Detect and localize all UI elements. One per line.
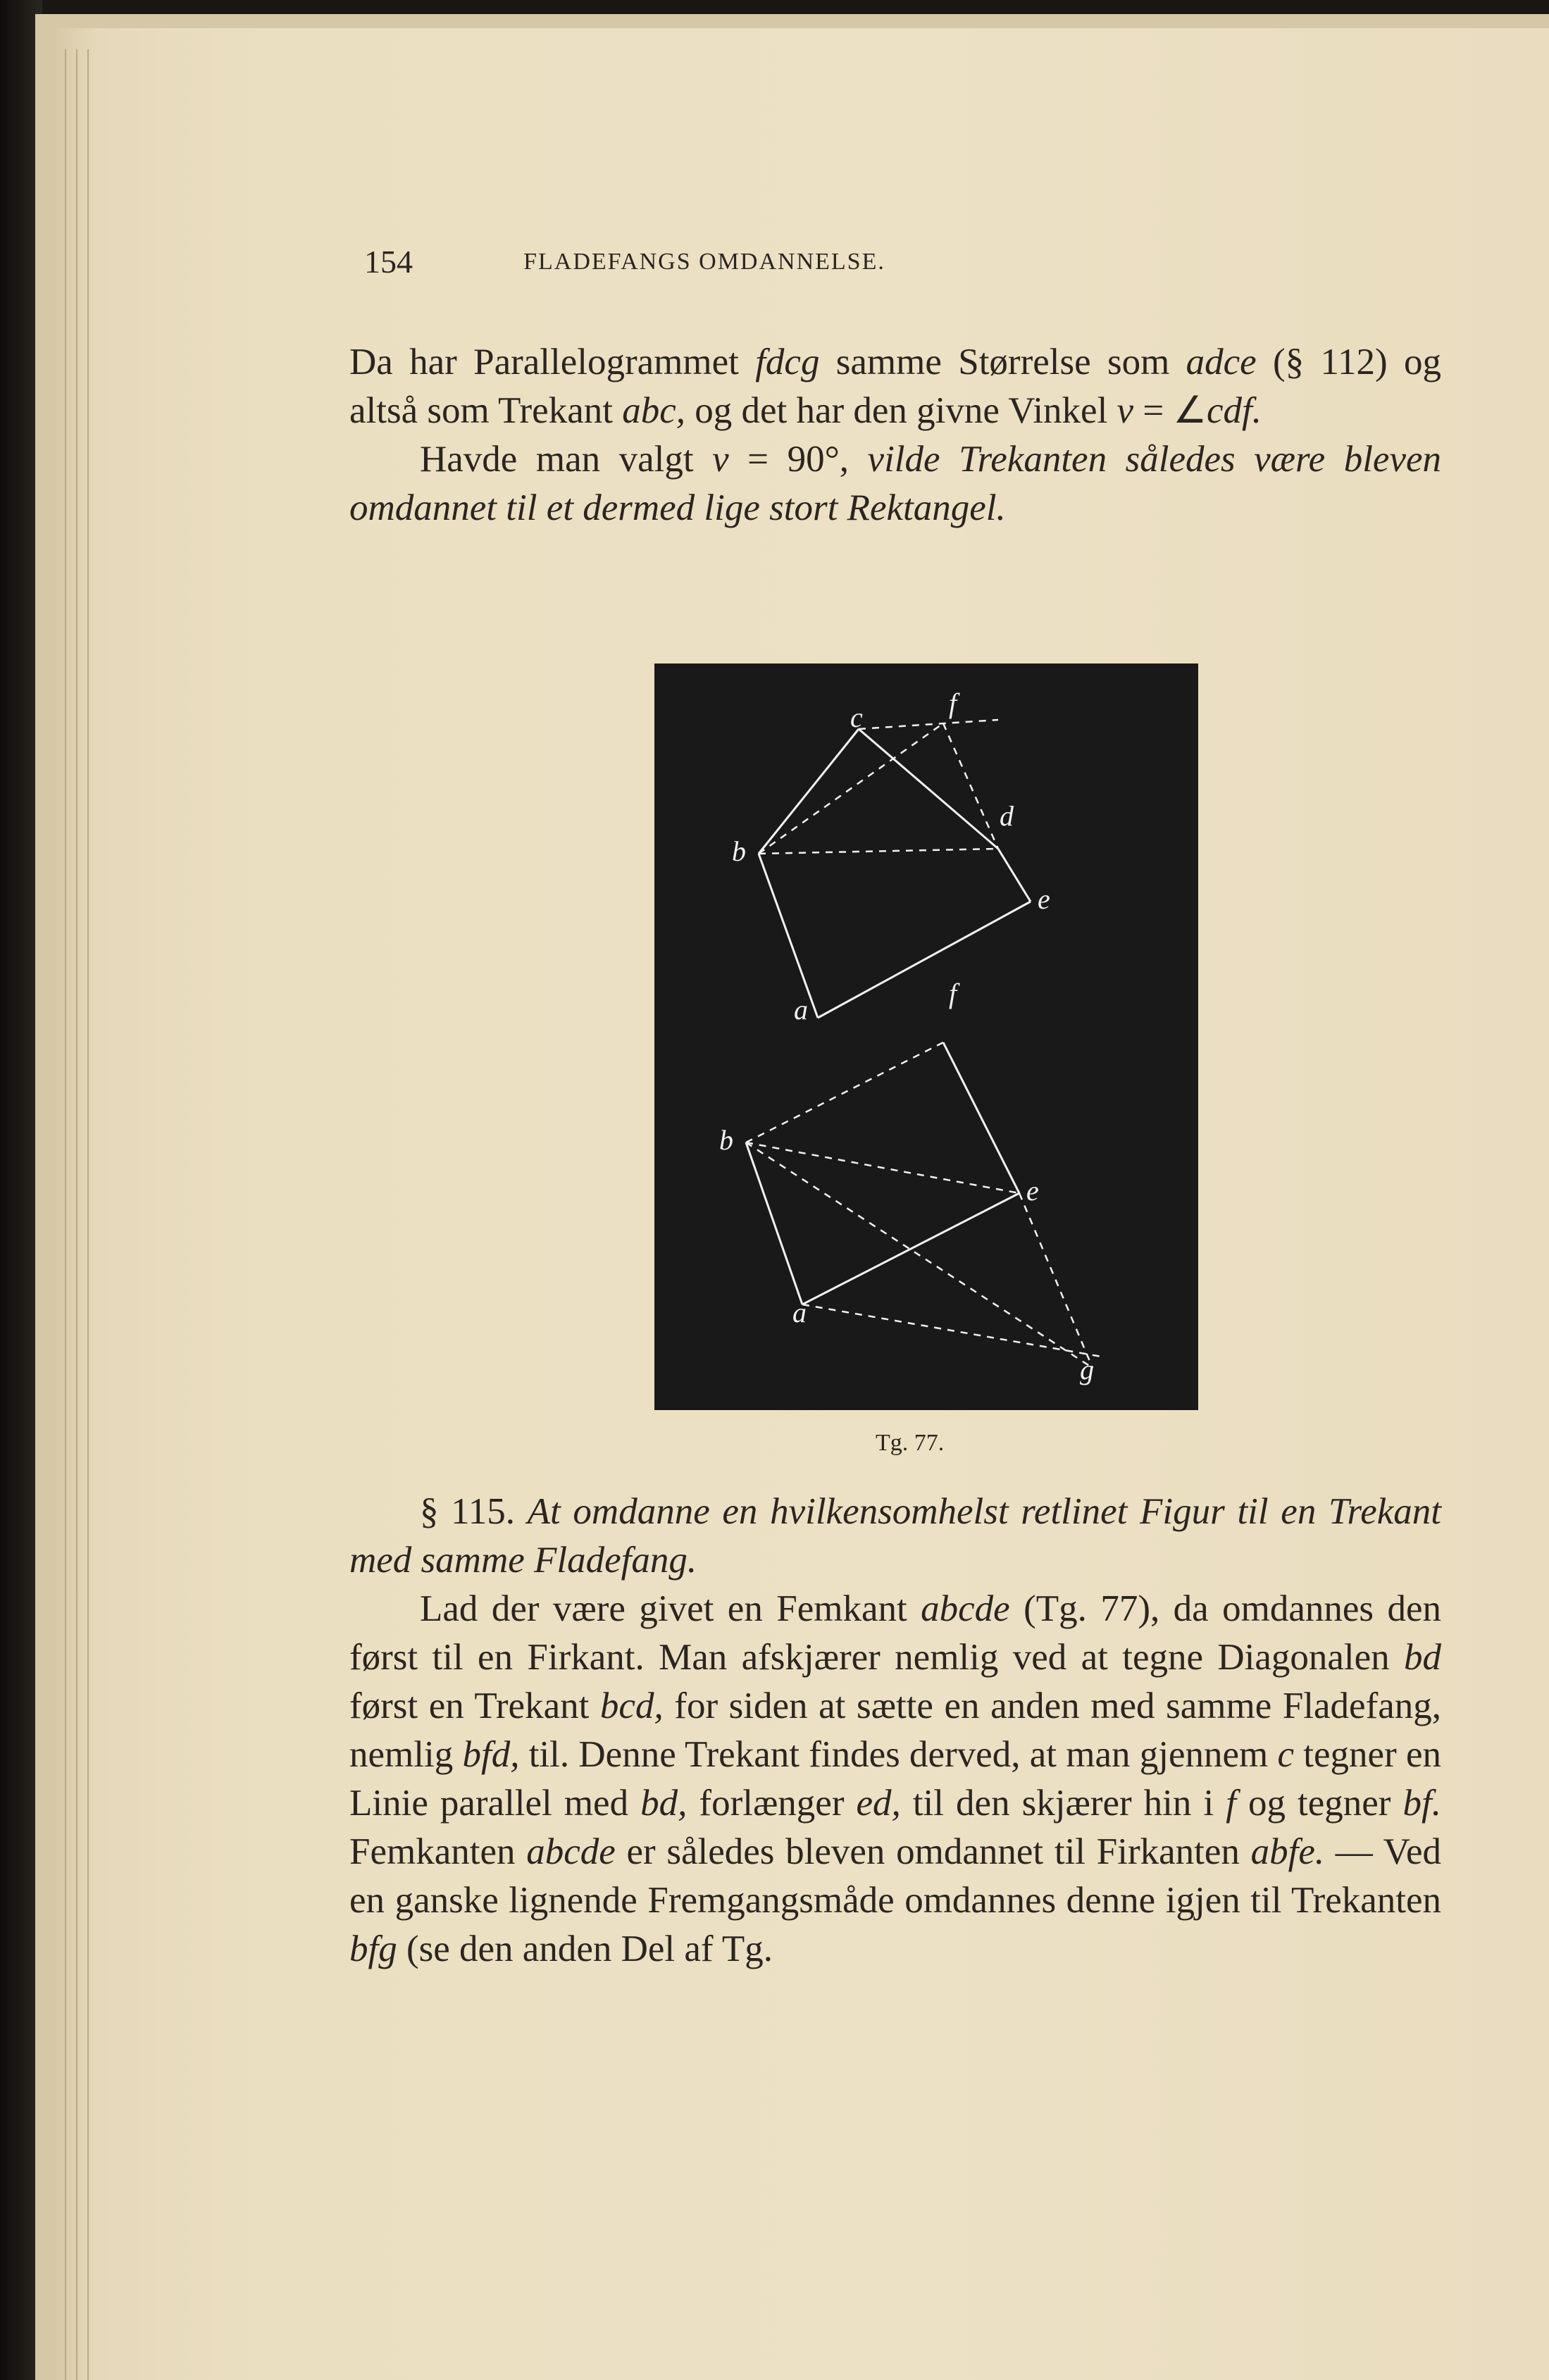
line-fe-bottom: [943, 1042, 1019, 1193]
paragraph-4-run: c: [1277, 1734, 1295, 1775]
paragraph-1-run: (§ 112) og altså som Trekant: [349, 342, 1442, 431]
paragraph-4-run: bf.: [1402, 1783, 1441, 1824]
label-g-bottom: g: [1080, 1354, 1094, 1385]
page-number: 154: [364, 244, 413, 280]
line-cf-dashed: [859, 720, 998, 729]
paragraph-4-run: ed,: [856, 1783, 901, 1824]
line-ae: [818, 902, 1031, 1018]
paragraph-4-run: tegner en Linie parallel med: [349, 1734, 1441, 1824]
paragraph-3-run: At omdanne en hvilkensomhelst retlinet Figur til en Trekant med samme Fladefang.: [349, 1491, 1441, 1581]
label-b-top: b: [732, 835, 746, 867]
line-bc: [759, 729, 859, 854]
paragraph-4-run: Lad der være givet en Femkant: [420, 1588, 921, 1629]
label-f-top: f: [949, 687, 957, 719]
paragraph-1-run: adce: [1186, 342, 1257, 382]
line-eg-bottom: [1019, 1193, 1093, 1368]
paragraph-1-run: = ∠: [1133, 390, 1207, 431]
line-ae-bottom: [802, 1193, 1019, 1304]
paragraph-4-run: til. Denne Trekant findes derved, at man gjennem: [519, 1734, 1278, 1775]
paragraph-2-run: vilde Trekanten således være bleven omdannet til et dermed lige stort Rektangel.: [349, 439, 1442, 528]
label-a-top: a: [794, 994, 808, 1026]
line-bf-dashed: [759, 723, 943, 854]
label-c-top: c: [850, 702, 863, 733]
paragraph-1-run: Da har Parallelogrammet: [349, 342, 756, 382]
paragraph-4: [349, 1585, 1441, 1974]
label-f-bottom: f: [949, 978, 957, 1009]
label-e-bottom: e: [1026, 1175, 1039, 1207]
section-115-heading: [349, 1488, 1441, 1585]
paragraph-4-run: først en Trekant: [349, 1686, 600, 1726]
paragraph-2: [349, 435, 1441, 532]
label-d-top: d: [1000, 800, 1014, 832]
paragraph-2-run: v: [712, 439, 729, 480]
geometry-diagram: [654, 663, 1198, 1410]
page-edge: [87, 49, 89, 2380]
paragraph-4-run: abcde: [526, 1831, 616, 1872]
paragraph-4-run: til den skjærer hin i: [900, 1783, 1226, 1824]
label-b-bottom: b: [719, 1124, 733, 1156]
paragraph-4-run: bcd,: [599, 1686, 664, 1726]
paragraph-1-run: abc,: [622, 390, 685, 431]
line-bd-dashed: [759, 849, 998, 854]
paragraph-4-run: forlænger: [687, 1783, 857, 1824]
paragraph-4-run: f: [1226, 1783, 1236, 1824]
line-ag-bottom: [802, 1304, 1105, 1357]
line-ba: [759, 854, 818, 1018]
page-edge: [76, 49, 77, 2380]
line-bg-bottom: [746, 1142, 1093, 1368]
paragraph-4-run: (Tg. 77), da omdannes den først til en Firkant. Man afskjærer nemlig ved at tegne Diagonalen: [349, 1588, 1441, 1678]
running-title: FLADEFANGS OMDANNELSE.: [523, 249, 885, 275]
paragraph-4-run: bfg: [349, 1929, 397, 1969]
label-e-top: e: [1038, 883, 1050, 915]
text-block-top: [349, 338, 1441, 532]
line-cd: [859, 729, 998, 849]
figure-caption: Tg. 77.: [876, 1430, 945, 1456]
paragraph-4-run: bd: [1404, 1637, 1441, 1678]
paragraph-2-run: = 90°,: [728, 439, 868, 480]
paragraph-4-run: bfd,: [462, 1734, 520, 1775]
page-header: [56, 243, 1549, 285]
line-fd-dashed: [943, 723, 998, 849]
page-edge: [65, 49, 66, 2380]
paragraph-1-run: cdf.: [1206, 390, 1262, 431]
paragraph-4-run: abcde: [921, 1588, 1010, 1629]
label-a-bottom: a: [792, 1297, 807, 1328]
paragraph-1-run: fdcg: [755, 342, 820, 382]
paragraph-1-run: samme Størrelse som: [819, 342, 1186, 382]
paragraph-4-run: — Ved en ganske lignende Fremgangsmåde omdannes denne igjen til Trekanten: [349, 1831, 1441, 1921]
line-ba-bottom: [746, 1142, 802, 1304]
paragraph-4-run: (se den anden Del af Tg.: [397, 1929, 773, 1969]
line-bf-bottom: [746, 1042, 943, 1142]
paragraph-4-run: er således bleven omdannet til Firkanten: [615, 1831, 1251, 1872]
paragraph-2-run: Havde man valgt: [420, 439, 713, 480]
paragraph-1: [349, 338, 1441, 435]
figure-77: [654, 663, 1198, 1410]
page: [56, 28, 1549, 2380]
paragraph-4-run: bd,: [640, 1783, 688, 1824]
paragraph-4-run: for siden at sætte en anden med samme Fladefang, nemlig: [349, 1686, 1441, 1775]
paragraph-1-run: v: [1116, 390, 1134, 431]
paragraph-3-run: § 115.: [420, 1491, 528, 1532]
paragraph-1-run: og det har den givne Vinkel: [685, 390, 1117, 431]
line-be-bottom: [746, 1142, 1019, 1193]
paragraph-4-run: og tegner: [1236, 1783, 1403, 1824]
text-block-bottom: [349, 1488, 1441, 1974]
paragraph-4-run: abfe.: [1250, 1831, 1325, 1872]
line-de: [998, 849, 1031, 902]
paragraph-4-run: Femkanten: [349, 1831, 527, 1872]
